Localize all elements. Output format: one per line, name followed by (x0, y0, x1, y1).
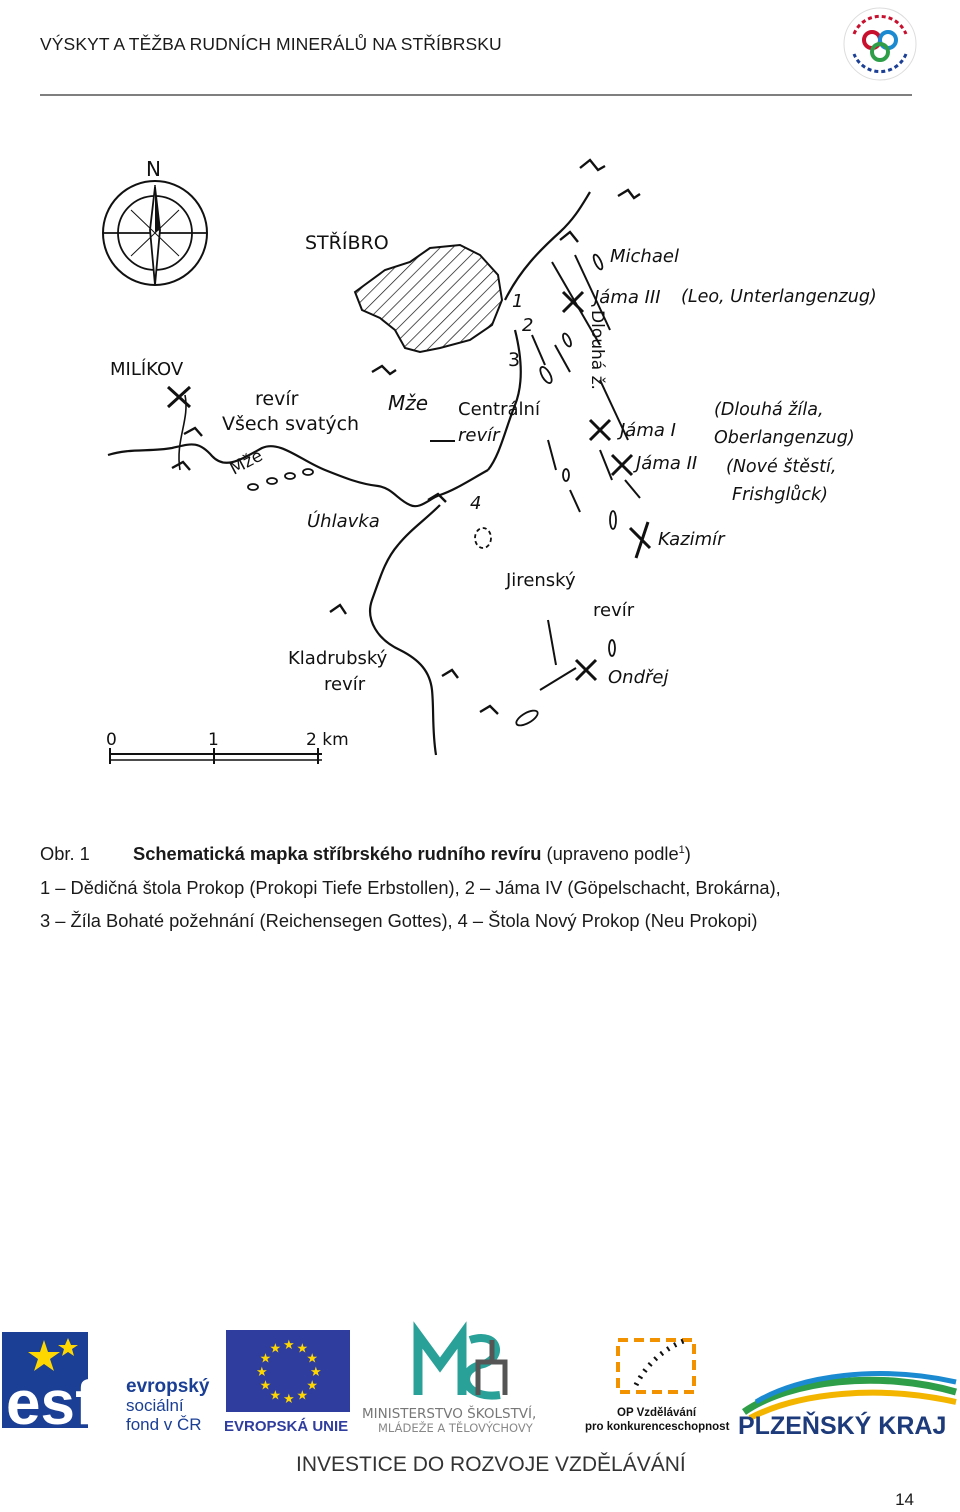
jirensky-revir-label-1: Jirenský (506, 570, 576, 591)
eu-star: ★ (259, 1378, 272, 1394)
ore-veins (532, 255, 640, 690)
caption-line-2: 1 – Dědičná štola Prokop (Prokopi Tiefe Erbstollen), 2 – Jáma IV (Göpelschacht, Brokárna), (40, 877, 781, 898)
eu-star: ★ (310, 1365, 322, 1380)
town-label: STŘÍBRO (305, 232, 389, 254)
ondrej-label: Ondřej (608, 667, 669, 688)
michael-label: Michael (610, 246, 679, 267)
kladrubsky-revir-label-1: Kladrubský (288, 648, 388, 669)
esf-logo (2, 1332, 210, 1438)
msmt-text-2: MLÁDEŽE A TĚLOVÝCHOVY (378, 1421, 533, 1435)
town-area (355, 245, 502, 352)
eu-star: ★ (296, 1341, 309, 1357)
revir-vsech-svatych-label-1: revír (255, 388, 299, 410)
marker-4: 4 (470, 493, 482, 514)
caption-close: ) (684, 843, 691, 864)
plzensky-kraj-logo (738, 1374, 956, 1440)
mze-river-label: Mže (226, 445, 267, 480)
schematic-map (0, 120, 960, 810)
caption-line-3: 3 – Žíla Bohaté požehnání (Reichensegen Gottes), 4 – Štola Nový Prokop (Neu Prokopi) (40, 910, 758, 931)
scale-label-0: 0 (106, 730, 117, 750)
marker-2: 2 (522, 315, 534, 336)
centralni-revir-label-2: revír (458, 425, 500, 446)
caption-reference: 1 (678, 843, 685, 856)
milikov-label: MILÍKOV (110, 359, 184, 380)
page-number: 14 (895, 1490, 914, 1509)
eu-text: EVROPSKÁ UNIE (224, 1418, 349, 1435)
header-title: VÝSKYT A TĚŽBA RUDNÍCH MINERÁLŮ NA STŘÍBRSKU (40, 34, 502, 54)
jama-iii-label: Jáma III (594, 287, 661, 308)
msmt-logo (362, 1335, 536, 1435)
compass-rose (103, 181, 207, 285)
eu-star: ★ (256, 1365, 268, 1380)
compass-north-label: N (146, 157, 161, 181)
eu-star: ★ (283, 1392, 295, 1407)
op-text-1: OP Vzdělávání (617, 1407, 697, 1419)
eu-star: ★ (306, 1378, 319, 1394)
mze-label: Mže (388, 391, 429, 415)
adit-symbols (172, 160, 640, 714)
scale-bar (110, 748, 322, 764)
dlouha-zila-label: Dlouhá ž. (587, 310, 607, 390)
eu-logo (224, 1330, 350, 1435)
mine-symbols (168, 292, 650, 680)
kladrubsky-revir-label-2: revír (324, 674, 366, 695)
jama-i-label: Jáma I (620, 420, 676, 441)
op-text-2: pro konkurenceschopnost (585, 1421, 730, 1433)
uhlavka-label: Úhlavka (307, 511, 380, 532)
esf-text-1: evropský (126, 1376, 210, 1397)
nove-stesti-label-1: (Nové štěstí, (726, 457, 837, 477)
scale-label-1: 1 (208, 730, 219, 750)
marker-3: 3 (508, 349, 521, 371)
jama-ii-label: Jáma II (636, 453, 698, 474)
eu-star: ★ (269, 1341, 282, 1357)
dlouha-zila-german-label-1: (Dlouhá žíla, (714, 400, 824, 420)
kazimir-label: Kazimír (658, 529, 725, 550)
eu-star: ★ (259, 1351, 272, 1367)
plzen-text: PLZEŇSKÝ KRAJ (738, 1412, 947, 1440)
investice-text: INVESTICE DO ROZVOJE VZDĚLÁVÁNÍ (296, 1453, 686, 1476)
scale-label-2km: 2 km (306, 730, 349, 750)
dlouha-zila-german-label-2: Oberlangenzug) (714, 428, 855, 448)
header-rule (40, 94, 912, 96)
eu-star: ★ (306, 1351, 319, 1367)
eu-star: ★ (283, 1338, 295, 1353)
nove-stesti-label-2: Frishglůck) (732, 485, 828, 505)
project-logo (840, 4, 920, 84)
centralni-revir-label-1: Centrální (458, 399, 540, 420)
jirensky-revir-label-2: revír (593, 600, 635, 621)
leo-label: (Leo, Unterlangenzug) (681, 287, 877, 307)
figure-number: Obr. 1 (40, 843, 90, 864)
msmt-text-1: MINISTERSTVO ŠKOLSTVÍ, (362, 1406, 537, 1422)
eu-star: ★ (269, 1388, 282, 1404)
eu-star: ★ (296, 1388, 309, 1404)
caption-source: (upraveno podle (541, 843, 679, 864)
svg-text:esf: esf (6, 1369, 96, 1438)
footer-logos (0, 1320, 960, 1480)
figure-title: Schematická mapka stříbrského rudního revíru (133, 843, 542, 864)
op-logo (585, 1340, 730, 1433)
esf-text-3: fond v ČR (126, 1415, 202, 1434)
river-uhlavka (370, 505, 440, 755)
marker-1: 1 (512, 291, 524, 312)
revir-vsech-svatych-label-2: Všech svatých (222, 413, 360, 435)
esf-text-2: sociální (126, 1396, 184, 1415)
caption-line-1 (40, 843, 691, 865)
